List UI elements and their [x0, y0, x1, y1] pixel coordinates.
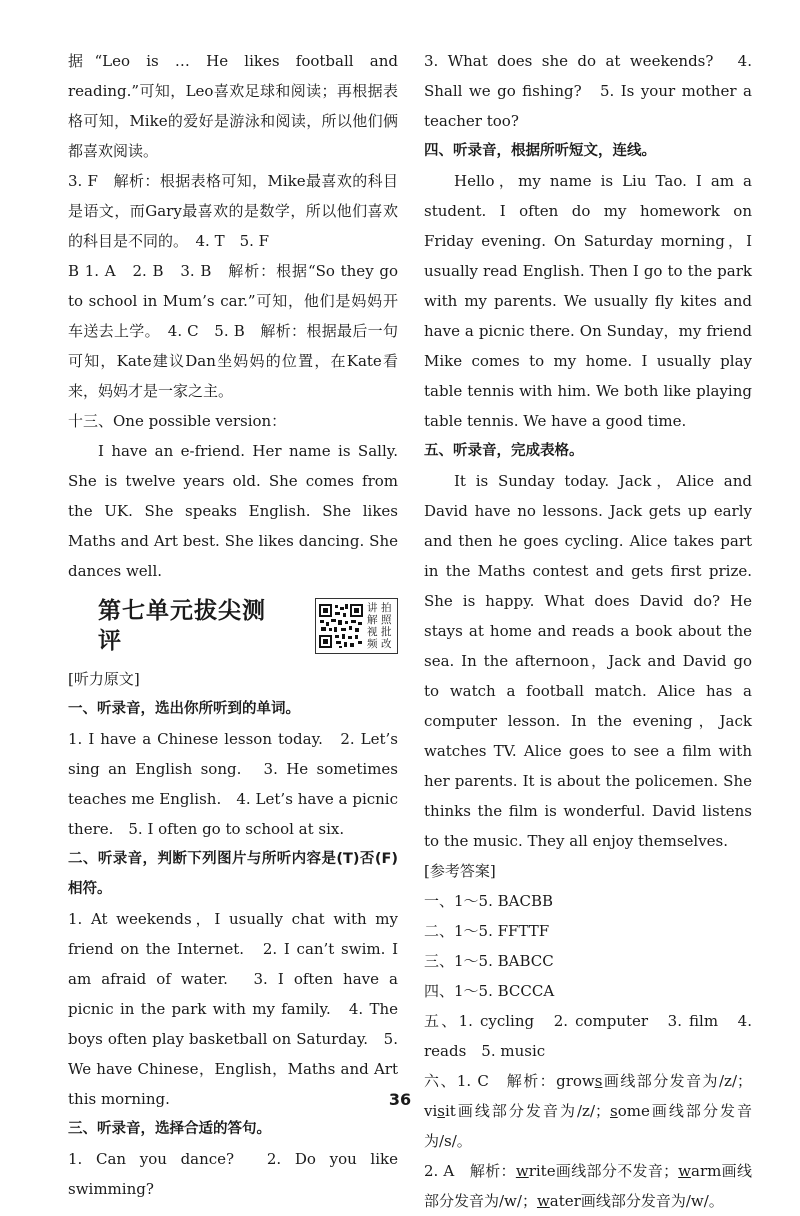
section-4-text: Hello，my name is Liu Tao. I am a student. I often do my homework on Friday evening. On Saturday morning，I usually read English. Then I go to the park with my parents. We usually fly kites and have a picnic there. On Sunday，my friend Mike comes to my home. I usually play table tennis with him. We both like playing table tennis. We have a good time.: [424, 172, 752, 430]
section-2-title: 二、听录音，判断下列图片与所听内容是(T)否(F)相符。: [68, 851, 398, 897]
text-run: 六、1. C 解析：grow: [424, 1072, 595, 1090]
text-run: ater画线部分发音为/w/。: [549, 1192, 724, 1210]
qr-label-char: 视: [367, 626, 378, 638]
qr-label-char: 拍: [381, 602, 392, 614]
text-run: rite画线部分不发音；: [528, 1162, 679, 1180]
qr-label-char: 讲: [367, 602, 378, 614]
unit-title: 第七单元拔尖测评: [98, 598, 266, 654]
qr-label-char: 照: [381, 614, 392, 626]
answer-section-6-item-2: [424, 1156, 752, 1216]
answer-section-2: 二、1～5. FFTTF: [424, 922, 550, 940]
section-1-title: 一、听录音，选出你所听到的单词。: [68, 701, 300, 717]
sample-essay: I have an e-friend. Her name is Sally. She is twelve years old. She comes from the UK. She speaks English. She likes Maths and Art best. She likes dancing. She dances well.: [68, 442, 398, 580]
section-13-title: 十三、One possible version：: [68, 412, 287, 430]
qr-label-char: 解: [367, 614, 378, 626]
qr-label-char: 批: [381, 626, 392, 638]
section-2-text: 1. At weekends，I usually chat with my friend on the Internet. 2. I can’t swim. I am afraid of water. 3. I often have a picnic in the park with my family. 4. The boys often play basketball on Saturday. 5. We have Chinese，English，Maths and Art this morning.: [68, 910, 398, 1108]
section-5-text: It is Sunday today. Jack，Alice and David have no lessons. Jack gets up early and then he goes cycling. Alice takes part in the Maths contest and gets first prize. She is happy. What does David do? He stays at home and reads a book about the sea. In the afternoon，Jack and David go to watch a football match. Alice has a computer lesson. In the evening，Jack watches TV. Alice goes to see a film with her parents. It is about the policemen. She thinks the film is wonderful. David listens to the music. They all enjoy themselves.: [424, 472, 752, 850]
answer-section-3: 三、1～5. BABCC: [424, 952, 554, 970]
right-column: [424, 46, 752, 1216]
answer-item-3: 3. F 解析：根据表格可知，Mike最喜欢的科目是语文，而Gary最喜欢的是数学，所以他们喜欢的科目是不同的。 4. T 5. F: [68, 172, 398, 250]
answer-part-b: B 1. A 2. B 3. B 解析：根据“So they go to school in Mum’s car.”可知，他们是妈妈开车送去上学。 4. C 5. B 解析：根据最后一句可知，Kate建议Dan坐妈妈的位置，在Kate看来，妈妈才是一家之主。: [68, 262, 398, 400]
underlined-letter: w: [515, 1162, 529, 1180]
transcript-label: [听力原文]: [68, 670, 140, 688]
explanation-continued: 据“Leo is … He likes football and reading.”可知，Leo喜欢足球和阅读；再根据表格可知，Mike的爱好是游泳和阅读，所以他们俩都喜欢阅读。: [68, 52, 398, 160]
text-run: arm画线部分发音为/w/；: [424, 1162, 752, 1210]
qr-code-icon[interactable]: [318, 603, 364, 649]
unit-header: [68, 594, 398, 658]
answer-section-5: 五、1. cycling 2. computer 3. film 4. reads 5. music: [424, 1012, 752, 1060]
text-run: 画线部分发音为/z/；vi: [424, 1072, 753, 1120]
section-5-title: 五、听录音，完成表格。: [424, 443, 584, 459]
answer-section-4: 四、1～5. BCCCA: [424, 982, 555, 1000]
underlined-letter: s: [437, 1102, 445, 1120]
section-1-text: 1. I have a Chinese lesson today. 2. Let’s sing an English song. 3. He sometimes teaches me English. 4. Let’s have a picnic there. 5. I often go to school at six.: [68, 730, 398, 838]
text-run: ome画线部分发音为/s/。: [424, 1102, 752, 1150]
text-run: 2. A 解析：: [424, 1162, 516, 1180]
qr-label-char: 频: [367, 638, 378, 650]
section-3-text-continued: 3. What does she do at weekends? 4. Shall we go fishing? 5. Is your mother a teacher too?: [424, 52, 752, 130]
qr-caption: [367, 602, 395, 650]
qr-code-box[interactable]: [315, 598, 398, 654]
answers-label: [参考答案]: [424, 862, 496, 880]
answer-section-1: 一、1～5. BACBB: [424, 892, 554, 910]
left-column: [68, 46, 398, 1204]
section-3-text: 1. Can you dance? 2. Do you like swimming?: [68, 1150, 398, 1198]
underlined-letter: s: [594, 1072, 603, 1090]
underlined-letter: w: [678, 1162, 692, 1180]
section-4-title: 四、听录音，根据所听短文，连线。: [424, 143, 656, 159]
underlined-letter: s: [610, 1102, 618, 1120]
qr-label-char: 改: [381, 638, 392, 650]
page-number: 36: [388, 1090, 412, 1109]
section-3-title: 三、听录音，选择合适的答句。: [68, 1121, 271, 1137]
text-run: it画线部分发音为/z/；: [444, 1102, 611, 1120]
underlined-letter: w: [536, 1192, 550, 1210]
answer-section-6-item-1: [424, 1066, 752, 1156]
